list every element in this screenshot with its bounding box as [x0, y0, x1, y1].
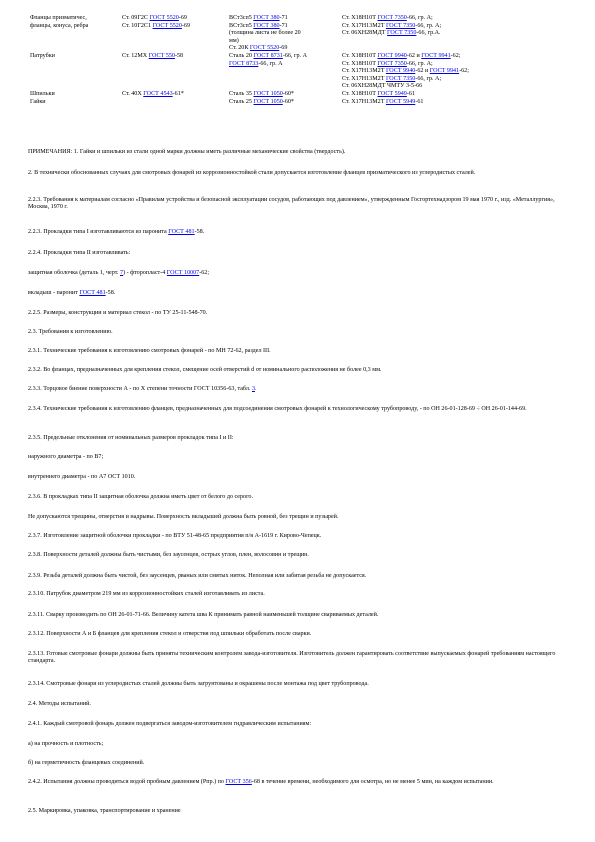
text-run: 2.3.9. Резьба деталей должна быть чистой, без заусенцев, рваных или смятых ниток. Неполная или забитая резьба не допускается.: [28, 573, 367, 579]
gost-link[interactable]: ГОСТ 4543: [143, 90, 173, 97]
text-run: Ст. Х17Н13М2Т: [342, 98, 386, 105]
paragraph: [28, 367, 568, 374]
text-run: -61: [406, 90, 415, 97]
materials-table: [28, 15, 573, 106]
cell-line: [122, 23, 225, 31]
text-run: Ст. 06ХН28МДТ ЧМТУ 3-5-66: [342, 83, 423, 90]
text-run: -71: [279, 15, 288, 21]
text-run: 2.3.11. Сварку производить по ОН 26-01-71-66. Величину катета шва К принимать равной наименьшей толщине свариваемых деталей.: [28, 612, 379, 618]
text-run: -69: [178, 15, 187, 21]
cell-line: [342, 99, 571, 107]
text-run: Сталь 25: [229, 98, 254, 105]
text-run: Ст. Х17Н13М2Т: [342, 68, 386, 75]
paragraph: [28, 474, 568, 481]
cell-line: Шпильки: [30, 90, 55, 97]
text-run: Ст. Х18Н10Т: [342, 90, 378, 97]
text-run: 2. В технически обоснованных случаях для смотровых фонарей из коррозионностойкой стали допускается изготовление фланцев призматического из углеродистых сталей.: [28, 170, 476, 176]
cell-part-name: [28, 15, 120, 53]
cell-line: [342, 53, 571, 61]
cell-line: [229, 15, 338, 23]
cell-line: [342, 91, 571, 99]
text-run: Ст. 12МХ: [122, 52, 149, 59]
paragraph: [28, 552, 568, 559]
table-row: [28, 91, 573, 99]
text-run: -61*: [172, 90, 184, 97]
text-run: Ст. 40Х: [122, 90, 144, 97]
text-run: -62;: [199, 270, 210, 276]
text-run: 2.3.12. Поверхности А и Б фланцев для крепления стекол и отверстия под шпильки обработать после сварки.: [28, 631, 312, 637]
text-run: -58.: [105, 290, 116, 296]
cell-material-c2: [120, 99, 227, 107]
text-run: -62;: [450, 52, 461, 59]
text-run: защитная оболочка (деталь 1, черт.: [28, 270, 120, 276]
paragraph: [28, 514, 568, 521]
gost-link[interactable]: ГОСТ 9940: [385, 68, 416, 75]
gost-link[interactable]: ГОСТ 7350: [385, 22, 416, 29]
text-run: 2.3.5. Предельные отклонения от номинальных размеров прокладок типа I и II:: [28, 435, 234, 441]
cell-line: Гайки: [30, 98, 46, 105]
text-run: 2.3.8. Поверхности деталей должны быть чистыми, без заусенцев, острых углов, плен, волосовин и трещин.: [28, 552, 309, 558]
text-run: 2.4.2. Испытания должны проводиться водой пробным давлением (Рпр.) по: [28, 779, 226, 785]
gost-link[interactable]: ГОСТ 8733: [229, 60, 259, 67]
text-run: 2.5. Маркировка, упаковка, транспортирование и хранение: [28, 808, 181, 814]
text-run: 2.3.2. Во фланцах, предназначенных для крепления стекол, смещение осей отверстий d от номинального расположения не более 0,3 мм.: [28, 367, 382, 373]
gost-link[interactable]: ГОСТ 481: [168, 229, 195, 235]
paragraph: [28, 494, 568, 501]
text-run: -68 в течение времени, необходимого для осмотра, но не менее 5 мин, на каждом испытании.: [251, 779, 494, 785]
text-run: -71: [279, 22, 288, 29]
paragraph: [28, 250, 568, 257]
text-run: вкладыш - паронит: [28, 290, 80, 296]
text-run: -62;: [459, 68, 469, 75]
text-run: Сталь 20: [229, 52, 254, 59]
paragraph: [28, 406, 568, 413]
table-row: [28, 15, 573, 53]
text-run: Ст. 20К: [229, 45, 250, 52]
text-run: Ст. 09Г2С: [122, 15, 150, 21]
gost-link[interactable]: ГОСТ 1050: [253, 90, 283, 97]
gost-link[interactable]: ГОСТ 5520: [149, 15, 179, 21]
cell-material-c3: [227, 53, 340, 91]
paragraph: [28, 533, 568, 540]
cell-material-c2: [120, 15, 227, 53]
text-run: 2.2.3. Прокладки типа I изготавливаются из паронита: [28, 229, 169, 235]
text-run: б) на герметичность фланцевых соединений.: [28, 760, 145, 766]
text-run: Ст. Х18Н10Т: [342, 15, 378, 21]
paragraph: [28, 329, 568, 336]
text-run: 2.3.7. Изготовление защитной оболочки прокладки - по ВТУ 51-48-65 предприятия п/я А-1619 г. Кирово-Чепецк.: [28, 533, 322, 539]
text-run: 2.3.10. Патрубок диаметром 219 мм из коррозионностойких сталей изготавливать из листа.: [28, 591, 265, 597]
gost-link[interactable]: ГОСТ 7350: [377, 15, 407, 21]
text-run: -66, гр.А.: [416, 30, 441, 37]
gost-link[interactable]: ГОСТ 7350: [387, 30, 417, 37]
text-run: 2.2.4. Прокладки типа II изготавливать:: [28, 250, 131, 256]
cell-line: [342, 68, 571, 76]
text-run: 2.2.5. Размеры, конструкции и материал стекол - по ТУ 25-11-548-70.: [28, 310, 208, 316]
text-run: -66, гр. А;: [415, 75, 442, 82]
cell-line: [122, 15, 225, 23]
text-run: -66, гр. А: [282, 52, 307, 59]
paragraph: [28, 270, 568, 277]
text-run: 2.3.13. Готовые смотровые фонари должны быть приняты техническим контролем завода-изготовителя. Изготовитель должен гарантировать соответствие выпускаемых фонарей требованиям настоящего стандарта.: [28, 651, 556, 665]
cell-material-c3: [227, 91, 340, 99]
text-run: -58: [174, 52, 184, 59]
gost-link[interactable]: ГОСТ 7350: [385, 75, 416, 82]
paragraph: [28, 149, 568, 156]
text-run: -62 и: [406, 52, 422, 59]
cell-part-name: [28, 91, 120, 99]
cell-part-name: [28, 99, 120, 107]
text-run: а) на прочность и плотность;: [28, 741, 104, 747]
paragraph: [28, 741, 568, 748]
text-run: Не допускаются трещины, отверстия и надрывы. Поверхность вкладышей должна быть ровной, без трещин и пузырей.: [28, 514, 339, 520]
text-run: наружного диаметра - по В7;: [28, 454, 104, 460]
cell-material-c4: [340, 91, 573, 99]
text-run: -61: [415, 98, 424, 105]
paragraph: [28, 760, 568, 767]
text-run: Ст. 06ХН28МДТ: [342, 30, 388, 37]
text-run: ПРИМЕЧАНИЯ: 1. Гайки и шпильки из стали одной марки должны иметь различные механические свойства (твердость).: [28, 149, 346, 155]
gost-link[interactable]: ГОСТ 9941: [429, 68, 460, 75]
gost-link[interactable]: ГОСТ 380: [253, 22, 280, 29]
cell-line: фланцы, конуса, ребра: [30, 22, 89, 29]
text-run: ) - фторопласт-4: [123, 270, 167, 276]
text-run: 2.3.6. В прокладках типа II защитная оболочка должна иметь цвет от белого до серого.: [28, 494, 253, 500]
paragraph: [28, 454, 568, 461]
text-run: мм): [229, 37, 239, 44]
paragraph: [28, 170, 568, 177]
cell-material-c4: [340, 53, 573, 91]
gost-link[interactable]: ГОСТ 481: [79, 290, 106, 296]
cell-line: [229, 61, 338, 69]
cell-material-c3: [227, 15, 340, 53]
paragraph: [28, 197, 568, 212]
text-run: -66, гр. А: [258, 60, 283, 67]
text-run: Сталь 35: [229, 90, 254, 97]
cell-line: [342, 30, 571, 38]
gost-link[interactable]: 7: [119, 270, 124, 276]
text-run: -66, гр. А;: [406, 60, 433, 67]
text-run: .: [255, 386, 257, 392]
cell-line: [342, 15, 571, 23]
cell-material-c4: [340, 99, 573, 107]
paragraph: [28, 651, 568, 666]
paragraph: [28, 721, 568, 728]
cell-line: [229, 53, 338, 61]
text-run: Ст. Х17Н13М2Т: [342, 75, 386, 82]
cell-line: [229, 99, 338, 107]
cell-line: [229, 45, 338, 53]
text-run: внутреннего диаметра - по А7 ОСТ 1010.: [28, 474, 136, 480]
cell-line: [122, 91, 225, 99]
text-run: Ст. Х18Н10Т: [342, 60, 378, 67]
cell-line: Фланцы призматичес,: [30, 15, 87, 21]
cell-line: [342, 76, 571, 84]
gost-link[interactable]: ГОСТ 550: [148, 52, 175, 59]
text-run: -69: [181, 22, 191, 29]
paragraph: [28, 573, 568, 580]
cell-part-name: [28, 53, 120, 91]
gost-link[interactable]: ГОСТ 380: [253, 15, 280, 21]
gost-link[interactable]: ГОСТ 356: [225, 779, 252, 785]
text-run: 2.2.3. Требования к материалам согласно «Правилам устройства и безопасной эксплуатации сосудов, работающих под давлением», утвержденным Госгортехнадзором 19 мая 1970 г., изд. «Металлургия», Москва, 1970 г.: [28, 197, 555, 211]
text-run: -62 и: [415, 68, 430, 75]
paragraph: [28, 348, 568, 355]
text-run: Ст. Х18Н10Т: [342, 52, 378, 59]
gost-link[interactable]: ГОСТ 5520: [249, 45, 280, 52]
cell-line: [342, 83, 571, 91]
paragraph: [28, 808, 568, 815]
paragraph: [28, 591, 568, 598]
text-run: (толщина листа не более 20: [229, 30, 301, 37]
text-run: ВСт3сп5: [229, 22, 254, 29]
text-run: Ст. Х17Н13М2Т: [342, 22, 386, 29]
gost-link[interactable]: ГОСТ 9941: [421, 52, 451, 59]
paragraph: [28, 779, 568, 786]
paragraph: [28, 435, 568, 442]
cell-material-c3: [227, 99, 340, 107]
gost-link[interactable]: ГОСТ 7350: [377, 60, 407, 67]
paragraph: [28, 701, 568, 708]
paragraph: [28, 631, 568, 638]
cell-line: [229, 38, 338, 46]
text-run: -58.: [194, 229, 205, 235]
text-run: 2.4. Методы испытаний.: [28, 701, 91, 707]
cell-material-c2: [120, 53, 227, 91]
gost-link[interactable]: ГОСТ 9940: [377, 52, 407, 59]
gost-link[interactable]: 3: [251, 386, 256, 392]
text-run: -60*: [282, 98, 294, 105]
cell-line: [229, 30, 338, 38]
gost-link[interactable]: ГОСТ 10007: [166, 270, 200, 276]
text-run: ВСт3сп5: [229, 15, 254, 21]
cell-line: [342, 61, 571, 69]
gost-link[interactable]: ГОСТ 1050: [253, 98, 283, 105]
cell-material-c4: [340, 15, 573, 53]
paragraph: [28, 310, 568, 317]
paragraph: [28, 290, 568, 297]
text-run: 2.3.1. Технические требования к изготовлению смотровых фонарей - по МН 72-62, раздел III.: [28, 348, 271, 354]
cell-line: [229, 91, 338, 99]
gost-link[interactable]: ГОСТ 5949: [377, 90, 407, 97]
gost-link[interactable]: ГОСТ 8731: [253, 52, 283, 59]
paragraph: [28, 681, 568, 688]
paragraph: [28, 612, 568, 619]
text-run: 2.3.4. Технические требования к изготовлению фланцев, предназначенных для подсоединения смотровых фонарей к технологическому трубопроводу, - по ОН 26-01-128-69 ÷ ОН 26-01-144-69.: [28, 406, 527, 412]
gost-link[interactable]: ГОСТ 5949: [385, 98, 416, 105]
text-run: -66, гр. А;: [406, 15, 433, 21]
table-row: [28, 53, 573, 91]
text-run: -69: [279, 45, 288, 52]
table-row: [28, 99, 573, 107]
cell-line: [342, 23, 571, 31]
paragraph: [28, 386, 568, 393]
text-run: -66, гр. А;: [415, 22, 442, 29]
paragraph: [28, 229, 568, 236]
text-run: -60*: [282, 90, 294, 97]
text-run: 2.4.1. Каждый смотровой фонарь должен подвергаться заводом-изготовителем гидравлическим испытаниям:: [28, 721, 312, 727]
text-run: 2.3.3. Торцовое биение поверхности А - по X степени точности ГОСТ 10356-63, табл.: [28, 386, 252, 392]
cell-material-c2: [120, 91, 227, 99]
text-run: 2.3. Требования к изготовлению.: [28, 329, 113, 335]
gost-link[interactable]: ГОСТ 5520: [152, 22, 182, 29]
text-run: 2.3.14. Смотровые фонари из углеродистых сталей должны быть загрунтованы и окрашены после монтажа под цвет трубопровода.: [28, 681, 369, 687]
text-run: Ст. 10Г2С1: [122, 22, 153, 29]
cell-line: [122, 53, 225, 61]
cell-line: Патрубки: [30, 52, 55, 59]
